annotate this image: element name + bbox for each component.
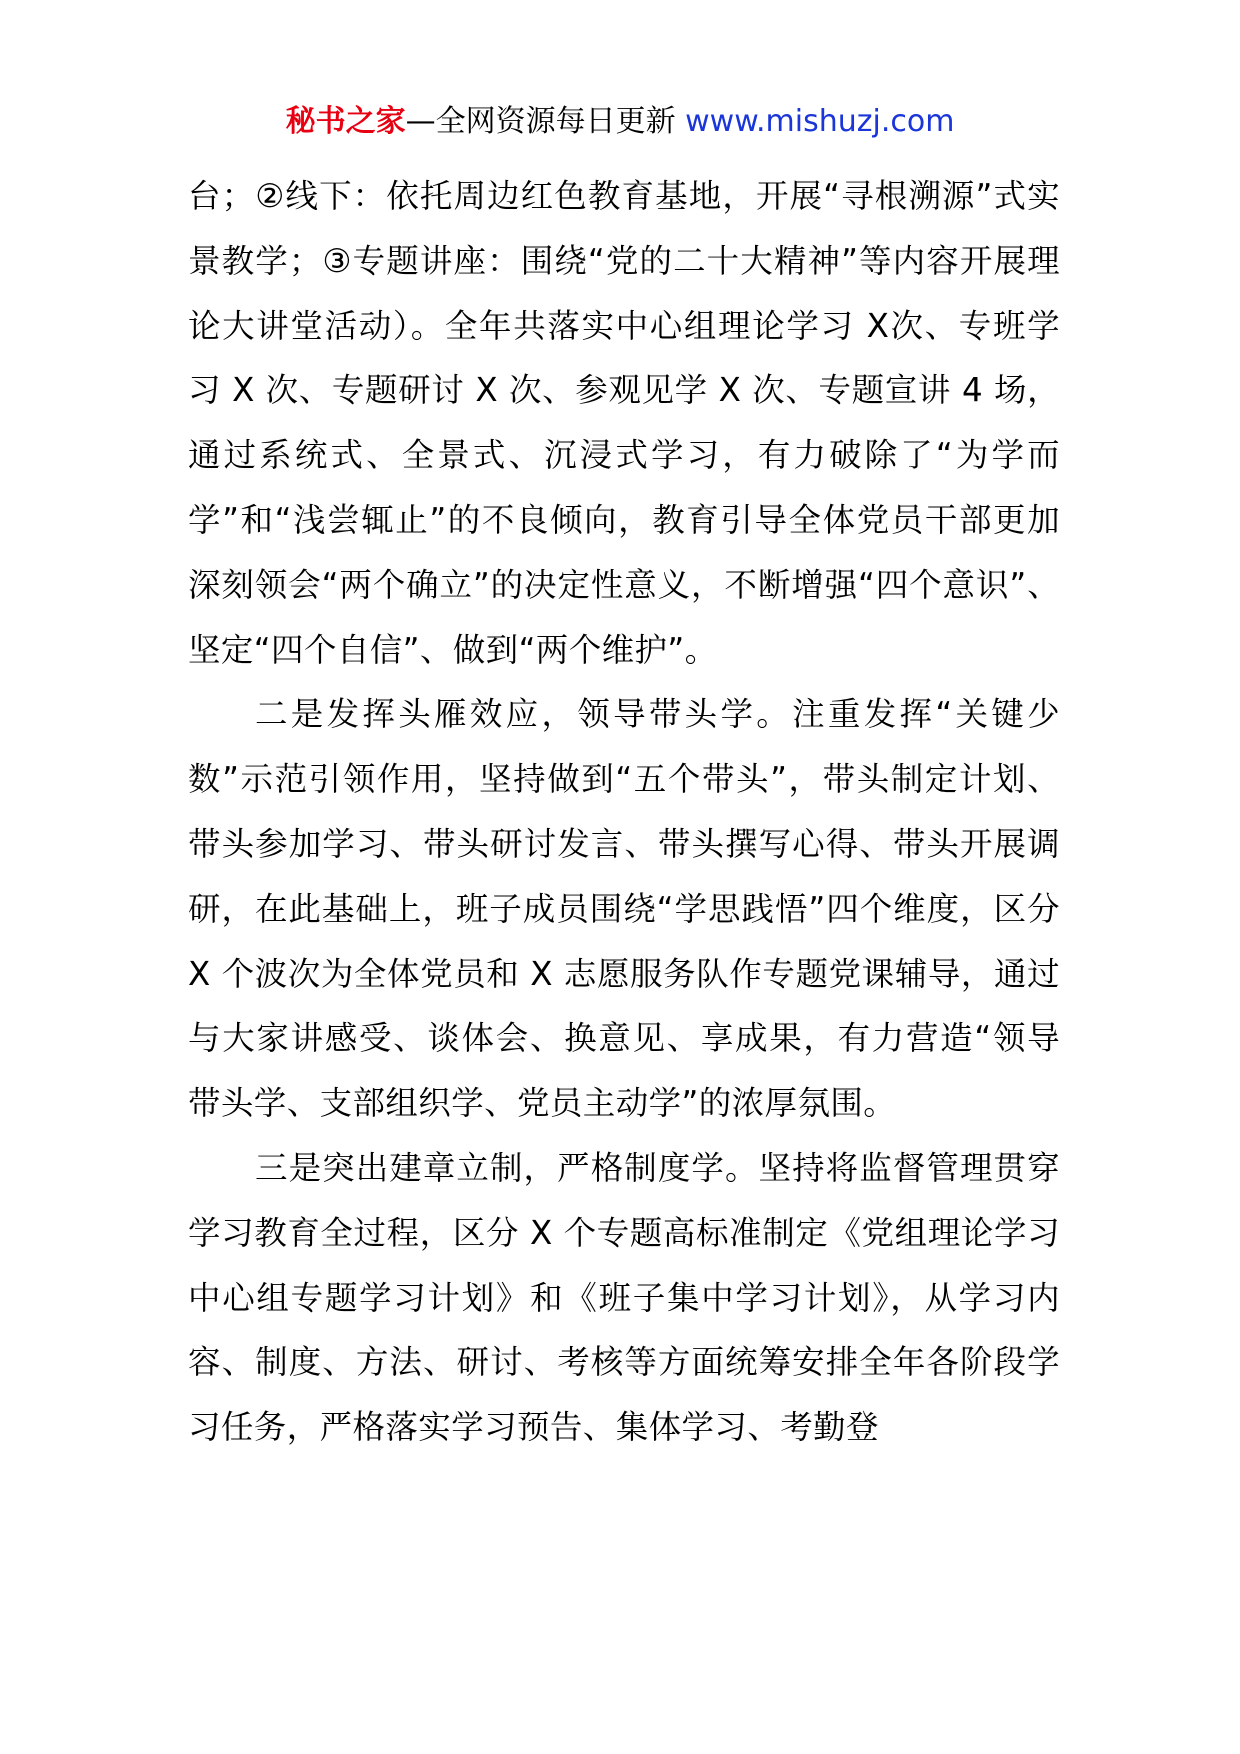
brand-name: 秘书之家 bbox=[285, 104, 406, 139]
paragraph-continued: 台；②线下：依托周边红色教育基地，开展“寻根溯源”式实景教学；③专题讲座：围绕“党的二十大精神”等内容开展理论大讲堂活动）。全年共落实中心组理论学习 X次、专班学习 X 次、专题研讨 X 次、参观见学 X 次、专题宣讲 4 场，通过系统式、全景式、沉浸式学习，有力破除了“为学而学”和“浅尝辄止”的不良倾向，教育引导全体党员干部更加深刻领会“两个确立”的决定性意义，不断增强“四个意识”、坚定“四个自信”、做到“两个维护”。 bbox=[188, 177, 1060, 669]
site-url-link[interactable]: www.mishuzj.com bbox=[685, 104, 955, 139]
paragraph-leader-learning: 二是发挥头雁效应，领导带头学。注重发挥“关键少数”示范引领作用，坚持做到“五个带头”，带头制定计划、带头参加学习、带头研讨发言、带头撰写心得、带头开展调研，在此基础上，班子成员围绕“学思践悟”四个维度，区分 X 个波次为全体党员和 X 志愿服务队作专题党课辅导，通过与大家讲感受、谈体会、换意见、享成果，有力营造“领导带头学、支部组织学、党员主动学”的浓厚氛围。 bbox=[188, 695, 1060, 1123]
document-body bbox=[188, 164, 1060, 1460]
paragraph-system-learning: 三是突出建章立制，严格制度学。坚持将监督管理贯穿学习教育全过程，区分 X 个专题高标准制定《党组理论学习中心组专题学习计划》和《班子集中学习计划》，从学习内容、制度、方法、研讨、考核等方面统筹安排全年各阶段学习任务，严格落实学习预告、集体学习、考勤登 bbox=[188, 1148, 1060, 1447]
page-header bbox=[0, 100, 1240, 144]
header-tagline: —全网资源每日更新 bbox=[405, 104, 686, 139]
